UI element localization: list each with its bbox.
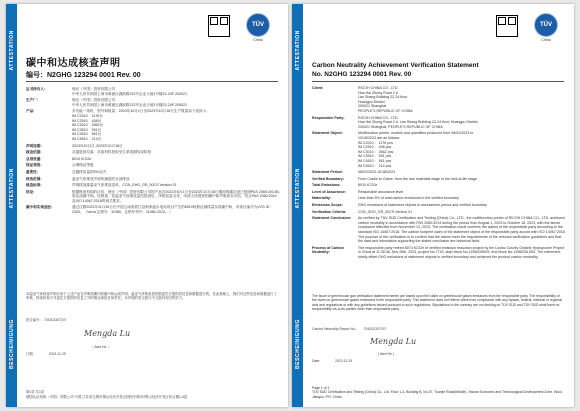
field-label: Responsible Party: xyxy=(312,115,345,120)
field-value-line: Multifunction printer, models and quantities produced from 08/01/2023 to xyxy=(358,131,474,136)
field-value-line: From Cradle to Grave: from the raw materials stage to the end-of-life stage xyxy=(358,176,477,181)
field-label: 重要性: xyxy=(26,169,38,174)
field-value-line: 08/01/2023-10/18/2023 xyxy=(358,170,396,175)
field-value-line: Huangpu District xyxy=(358,99,385,104)
field-value-line: GHG emissions of statement objects in assessment period and verified boundary xyxy=(358,203,487,208)
field-value xyxy=(72,170,280,175)
field-value-line: 中华人民共和国上海市黄浦区湖滨路222号企业天地1号楼22-24F 200021 xyxy=(72,102,188,107)
field-label: 总排放量: xyxy=(26,156,42,161)
tuv-logo-sub: China xyxy=(541,38,551,42)
signatory-name: （ Aied He ） xyxy=(90,345,111,349)
field-value-line: RICOH CHINA CO., LTD. xyxy=(358,86,399,90)
issue-date-value: 2023-11-29 xyxy=(335,359,353,363)
field-value xyxy=(72,183,280,188)
report-number xyxy=(26,317,67,322)
field-label: Emissions Scope: xyxy=(312,203,343,208)
field-label: Process of Carbon Neutrality: xyxy=(312,245,344,255)
field-value-line: Hua Hai Zhong Road 2 # xyxy=(358,90,398,95)
field-value-line: IM C3010 2662台 xyxy=(72,123,104,128)
field-value xyxy=(358,86,566,114)
field-row xyxy=(312,131,566,168)
field-row xyxy=(312,86,566,114)
field-row xyxy=(312,170,566,175)
field-value xyxy=(358,246,566,260)
field-row xyxy=(26,144,280,149)
statement-paragraph: The issue of greenhouse gas verification statement herein are based upon the claim on greenhouse gases emissions from the responsible party. The responsibility of the claim on greenhouse gases emissions is the responsible party. This statement does not relieve client from compliance with any bylaws, federal, national or regional acts and regulations or with any guidelines issued pursuant to such regulations. Stipulations to the contrary are not binding on TÜV SÜD and TÜV SÜD shall have no responsibility vis-à-vis parties other than responsible party. xyxy=(312,294,562,312)
field-value-line: 理光（中国）投资有限公司 xyxy=(72,98,116,103)
field-row xyxy=(312,196,566,201)
field-value-line: 10/18/2023 are as follows: xyxy=(358,135,400,140)
field-value-line: 合理保证等级 xyxy=(72,163,94,168)
field-row xyxy=(26,163,280,168)
field-value-line: 200021 Shanghai, PEOPLE'S REPUBLIC OF CHINA xyxy=(358,124,443,129)
field-value xyxy=(358,116,566,130)
field-value-line: IM C5510 : 214 pcs xyxy=(358,163,392,168)
field-value-line: The responsible party retired 8074 tCO2e of verified emission reduction project by the Lushui County Gejiahe Hydropower Project in China at 11:36:36, Nov 26th, 2023, project No.7743, start block No.11980/28993, end block No.11980/36,053. The retirement totally offset GHG emissions of statement objects in verified boundary and achieved the product carbon neutrality. xyxy=(358,245,566,259)
field-value-line: 从摇篮到坟墓：从原材料获取至生命周期结束阶段 xyxy=(72,150,152,155)
field-label: 保证等级: xyxy=(26,163,42,168)
field-label: Statement Object: xyxy=(312,131,343,136)
field-label: 结论: xyxy=(26,189,35,194)
field-value xyxy=(358,177,566,182)
field-row xyxy=(26,183,280,188)
issuer-address: 德国认证机构（中国）有限公司 中国 江苏省无锡市锡山经济开发区团结中路3号锡山经济开发区综合楼1-4层 xyxy=(26,394,188,399)
field-value-line: As verified by TÜV SÜD Certification and Testing (China) Co., LTD., the multifunction printer of RICOH CHINA CO., LTD. achieved carbon neutrality in accordance with PAS 2060:2014 during the period from August 1, 2023 to October 18, 2023, with the above conclusion effective from November 13, 2023. The verification result confirms the claims of the responsible party according to the standard ISO 14067:2018. The carbon footprint claim of the statement object of the responsible party accord with ISO 14067:2018. The purpose of the verification is to confirm that the claims meet the requirements of the relevant verification guidelines and that the data and information supporting the stated conclusion are historical facts. xyxy=(358,216,567,244)
field-value xyxy=(358,131,566,168)
issue-date-label: 日期: xyxy=(26,352,34,356)
signature: Mengda Lu xyxy=(84,329,131,338)
field-row xyxy=(26,205,280,214)
field-value-line: IM C3010 : 2662 pcs xyxy=(358,149,394,154)
certificate-page-english xyxy=(292,4,574,407)
field-value-line: 通过注销2023年11月26日在中国云南省碧江县柯家渡水电站项目产生的8010吨核证减排量实现碳中和，该项目编号为VCS ID 2300。（Verra 注册号：11980，注销序列号：11980-2023-...） xyxy=(72,205,271,215)
side-label-attestation: ATTESTATION xyxy=(8,30,15,71)
field-value xyxy=(72,163,280,168)
field-value xyxy=(358,203,566,208)
field-value xyxy=(358,190,566,195)
field-label: 产品: xyxy=(26,109,35,114)
issuer-address: TÜV SÜD Certification and Testing (China) Co., Ltd. Floor 1-4, Building B, No.37, Tuanjie Road(Middle), Xishan Economic and Technological Development Zone, Wuxi, Jiangsu, P.R. China xyxy=(312,390,563,399)
field-value-line: IM C4510 : 561 pcs xyxy=(358,158,392,163)
page-number: 第1页 共1页 xyxy=(26,390,45,395)
field-value-line: 温室气体排放声明所涵盖的全部排放 xyxy=(72,176,130,181)
field-value xyxy=(358,170,566,175)
field-value-line: 中华人民共和国上海市黄浦区湖滨路222号企业天地1号楼22-24F 200021 xyxy=(72,91,188,96)
side-label-attestation: ATTESTATION xyxy=(8,168,15,209)
field-value xyxy=(72,109,280,141)
page-footer xyxy=(26,390,280,399)
field-value-line: RICOH CHINA CO., LTD. xyxy=(358,115,399,120)
field-value-line: 声明排放源温室气体排放清单，CCB_GHG_GR_00CS Version 01 xyxy=(72,183,177,188)
issue-date xyxy=(26,351,66,356)
field-row xyxy=(26,109,280,141)
field-value xyxy=(72,177,280,182)
field-value-line: IM C2510 : 438 pcs xyxy=(358,145,392,150)
field-value-line: 200021 Shanghai xyxy=(358,104,387,109)
field-row xyxy=(26,87,280,96)
field-label: 声明周期: xyxy=(26,143,42,148)
field-row xyxy=(312,203,566,208)
field-value xyxy=(72,157,280,162)
field-label: 排放范围: xyxy=(26,176,42,181)
certificate-fields xyxy=(26,87,280,217)
report-number-value: 704202307197 xyxy=(43,318,67,322)
report-number-label: 报告编号： xyxy=(26,318,43,322)
field-value-line: 8010 tCO2e xyxy=(358,183,378,188)
field-row xyxy=(26,177,280,182)
signatory-name: ( Aied He ) xyxy=(378,352,395,356)
side-label-attestation: ATTESTATION xyxy=(294,30,301,71)
side-label-bescheinigung: BESCHEINIGUNG xyxy=(294,319,301,370)
field-label: 证书持有人: xyxy=(26,87,46,91)
field-value-line: Less than 5% of total carbon emissions in the verified boundary xyxy=(358,196,459,201)
signature: Mengda Lu xyxy=(370,337,417,346)
field-value-line: IM C4510 561台 xyxy=(72,132,102,137)
field-value-line: 总碳排放量的5%以内 xyxy=(72,169,106,174)
field-label: 生产厂: xyxy=(26,98,38,103)
issue-date xyxy=(312,359,352,363)
certificate-number: 编号：N2GHG 123294 0001 Rev. 00 xyxy=(26,72,141,79)
field-row xyxy=(26,157,280,162)
report-number xyxy=(312,327,386,331)
field-label: Statement Conclusion: xyxy=(312,216,352,221)
field-row xyxy=(26,98,280,107)
field-value-line: IM C3510 591台 xyxy=(72,127,102,132)
page-title: Carbon Neutrality Achievement Verification Statement xyxy=(312,62,479,69)
field-value xyxy=(358,210,566,215)
page-footer xyxy=(312,386,566,399)
field-value xyxy=(358,196,566,201)
field-label: 核查依据: xyxy=(26,150,42,155)
page-number: Page 1 of 1 xyxy=(312,385,330,390)
tuv-logo-mark: TÜV xyxy=(246,13,270,37)
field-row xyxy=(312,183,566,188)
field-value-line: Reasonable assurance level xyxy=(358,189,404,194)
tuv-logo-sub: China xyxy=(253,38,263,42)
field-label: Verified Boundary: xyxy=(312,176,344,181)
field-value xyxy=(358,183,566,188)
field-row xyxy=(26,170,280,175)
field-value-line: IM C2510 438台 xyxy=(72,118,102,123)
field-value-line: IM C5510 214台 xyxy=(72,136,102,141)
field-label: Materiality: xyxy=(312,196,331,201)
tuv-logo xyxy=(242,13,274,42)
issue-date-label: Date: xyxy=(312,359,321,363)
field-value-line: 8010 tCO2e xyxy=(72,156,92,161)
report-number-value: 704202307197 xyxy=(363,327,387,331)
field-value xyxy=(72,205,280,214)
field-value-line: 根据核查机构的评估，理光（中国）投资有限公司的产品在2023年8月1日至2023年10月18日期间的碳足迹已按照PAS 2060:2014标准达成碳中和。经核查，其温室气体排放量经抵消后，净排放量为零，申请人所提供的碳中和声明真实可信，符合PAS 2060:2014及ISO 14067:2018的相关要求。 xyxy=(72,189,280,203)
field-label: Verification Criteria: xyxy=(312,209,347,214)
field-value xyxy=(358,216,566,244)
field-value-line: IM C2010 : 1176 pcs xyxy=(358,140,393,145)
tuv-logo xyxy=(530,13,562,42)
field-row xyxy=(26,190,280,204)
field-value xyxy=(72,144,280,149)
field-row xyxy=(26,150,280,155)
field-label: 核查标准: xyxy=(26,183,42,188)
field-label: 碳中和实现途径: xyxy=(26,205,53,210)
statement-paragraph: 本温室气体核查声明仅用于上述产品在声明周期内的碳中和达成声明。温室气体核查是依据委托方提供的信息和数据进行的，在此基础上，我们对这些信息和数据进行了审核，核查机构不对委托方提供的信息之外的情况承担任何责任。本声明的英文版与中文版具有同等效力。 xyxy=(26,292,277,301)
field-row xyxy=(312,246,566,260)
issue-date-value: 2023-11-29 xyxy=(48,352,66,356)
field-row xyxy=(312,190,566,195)
field-label: Level of Assurance: xyxy=(312,189,347,194)
field-value-line: IM C2010 1176台 xyxy=(72,113,103,118)
field-value-line: IM C3510 : 591 pcs xyxy=(358,154,392,159)
field-value-line: 理光（中国）投资有限公司 xyxy=(72,87,116,91)
field-row xyxy=(312,216,566,244)
field-value xyxy=(72,87,280,96)
side-label-attestation: ATTESTATION xyxy=(294,168,301,209)
divider xyxy=(312,81,564,82)
page-title: 碳中和达成核查声明 xyxy=(26,58,121,69)
certificate-page-chinese xyxy=(6,4,288,407)
field-row xyxy=(312,210,566,215)
certificate-number: No. N2GHG 123294 0001 Rev. 00 xyxy=(312,71,412,78)
field-row xyxy=(312,177,566,182)
certificate-fields xyxy=(312,86,566,262)
field-value-line: Hua Hai Zhong Road 2 #, Lan Shang Building 22-24 floor, Huangpu District, xyxy=(358,120,479,125)
field-value xyxy=(72,150,280,155)
field-value xyxy=(72,98,280,107)
field-value-line: 多功能一体机，型号和数量：2023年10月1日至2023年10月18日生产数量如下表所示： xyxy=(72,109,210,114)
tuv-logo-mark: TÜV xyxy=(534,13,558,37)
field-value-line: 2023年8月1日-2023年10月18日 xyxy=(72,143,123,148)
qr-code-icon xyxy=(208,15,230,37)
field-label: Statement Period: xyxy=(312,170,343,175)
field-label: Total Emissions: xyxy=(312,183,341,188)
report-number-label: Carbon Neutrality Report No.: xyxy=(312,327,357,331)
field-label: Client: xyxy=(312,86,324,90)
field-value-line: CCB_GHG_GR_00CS Version 01 xyxy=(358,209,413,214)
field-value xyxy=(72,190,280,204)
field-value-line: PEOPLE'S REPUBLIC OF CHINA xyxy=(358,108,413,113)
field-value-line: Lan Shang Building 22-24 floor xyxy=(358,95,408,100)
side-label-bescheinigung: BESCHEINIGUNG xyxy=(8,319,15,370)
divider xyxy=(26,81,278,82)
qr-code-icon xyxy=(496,15,518,37)
field-row xyxy=(312,116,566,130)
